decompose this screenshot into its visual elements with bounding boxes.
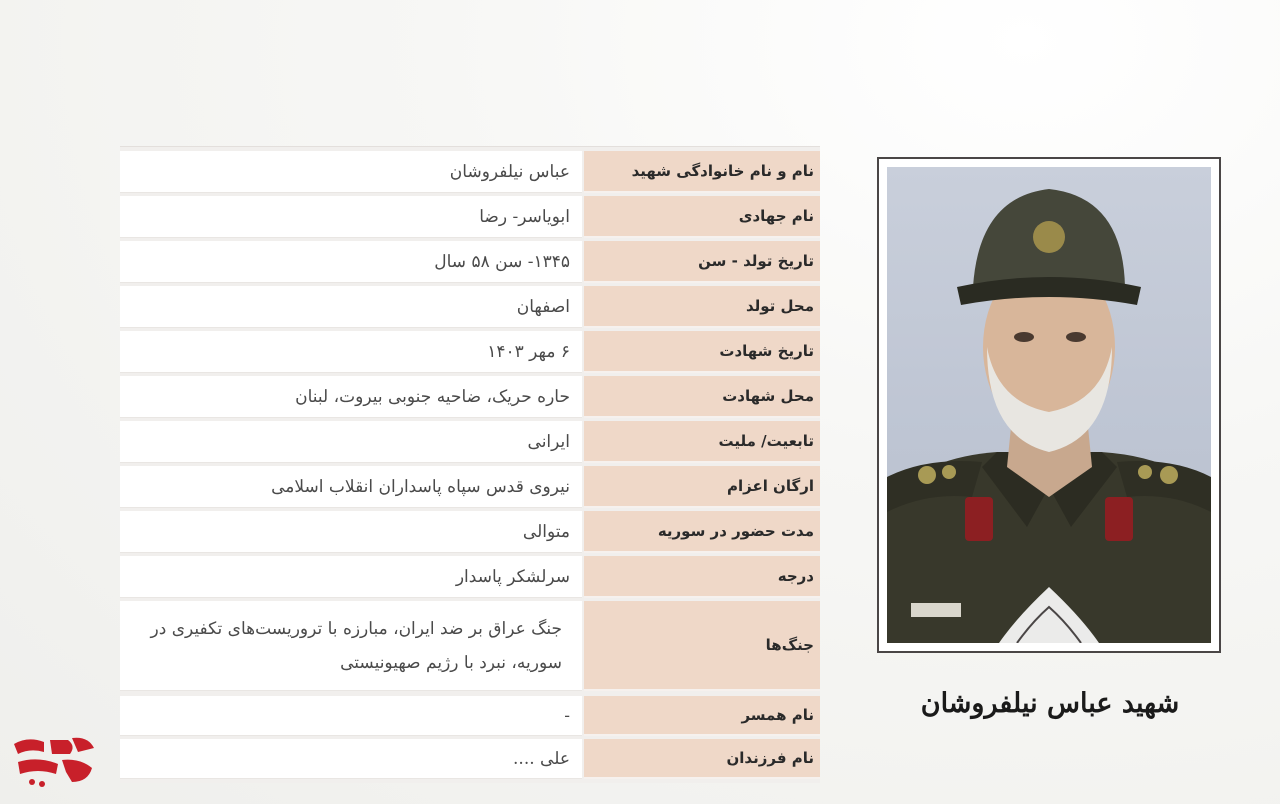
table-row xyxy=(120,511,820,553)
table-row xyxy=(120,421,820,463)
row-label-dispatch-organ: ارگان اعزام xyxy=(584,466,820,508)
row-value-rank: سرلشکر پاسدار xyxy=(120,556,582,598)
martyr-caption: شهید عباس نیلفروشان xyxy=(920,688,1180,719)
row-label-nationality: تابعیت/ ملیت xyxy=(584,421,820,463)
row-value-birth-date-age: ۱۳۴۵- سن ۵۸ سال xyxy=(120,241,582,283)
row-value-full-name: عباس نیلفروشان xyxy=(120,151,582,193)
row-label-wars: جنگ‌ها xyxy=(584,601,820,691)
row-label-birth-place: محل تولد xyxy=(584,286,820,328)
row-label-rank: درجه xyxy=(584,556,820,598)
row-label-martyrdom-date: تاریخ شهادت xyxy=(584,331,820,373)
portrait-photo xyxy=(887,167,1211,643)
row-label-full-name: نام و نام خانوادگی شهید xyxy=(584,151,820,193)
row-label-children: نام فرزندان xyxy=(584,739,820,779)
row-value-syria-duration: متوالی xyxy=(120,511,582,553)
table-row xyxy=(120,241,820,283)
row-value-martyrdom-place: حاره حریک، ضاحیه جنوبی بیروت، لبنان xyxy=(120,376,582,418)
row-label-spouse: نام همسر xyxy=(584,696,820,736)
table-row xyxy=(120,466,820,508)
portrait-frame xyxy=(877,157,1221,653)
row-label-syria-duration: مدت حضور در سوریه xyxy=(584,511,820,553)
row-value-nationality: ایرانی xyxy=(120,421,582,463)
portrait-illustration xyxy=(887,167,1211,643)
table-row xyxy=(120,696,820,736)
table-row xyxy=(120,376,820,418)
row-value-jihadi-name: ابویاسر- رضا xyxy=(120,196,582,238)
row-value-wars: جنگ عراق بر ضد ایران، مبارزه با تروریست‌های تکفیری در سوریه، نبرد با رژیم صهیونیستی xyxy=(120,601,582,691)
table-row xyxy=(120,151,820,193)
table-row xyxy=(120,196,820,238)
table-row xyxy=(120,556,820,598)
table-row xyxy=(120,739,820,779)
row-label-martyrdom-place: محل شهادت xyxy=(584,376,820,418)
row-value-martyrdom-date: ۶ مهر ۱۴۰۳ xyxy=(120,331,582,373)
row-label-jihadi-name: نام جهادی xyxy=(584,196,820,238)
table-row xyxy=(120,286,820,328)
row-value-dispatch-organ: نیروی قدس سپاه پاسداران انقلاب اسلامی xyxy=(120,466,582,508)
row-value-spouse: - xyxy=(120,696,582,736)
martyr-info-table xyxy=(120,146,820,783)
table-row xyxy=(120,601,820,691)
table-row xyxy=(120,331,820,373)
shahed-navid-logo xyxy=(8,730,98,790)
row-value-children: علی .... xyxy=(120,739,582,779)
logo-graphic xyxy=(8,730,98,790)
row-value-birth-place: اصفهان xyxy=(120,286,582,328)
row-label-birth-date-age: تاریخ تولد - سن xyxy=(584,241,820,283)
